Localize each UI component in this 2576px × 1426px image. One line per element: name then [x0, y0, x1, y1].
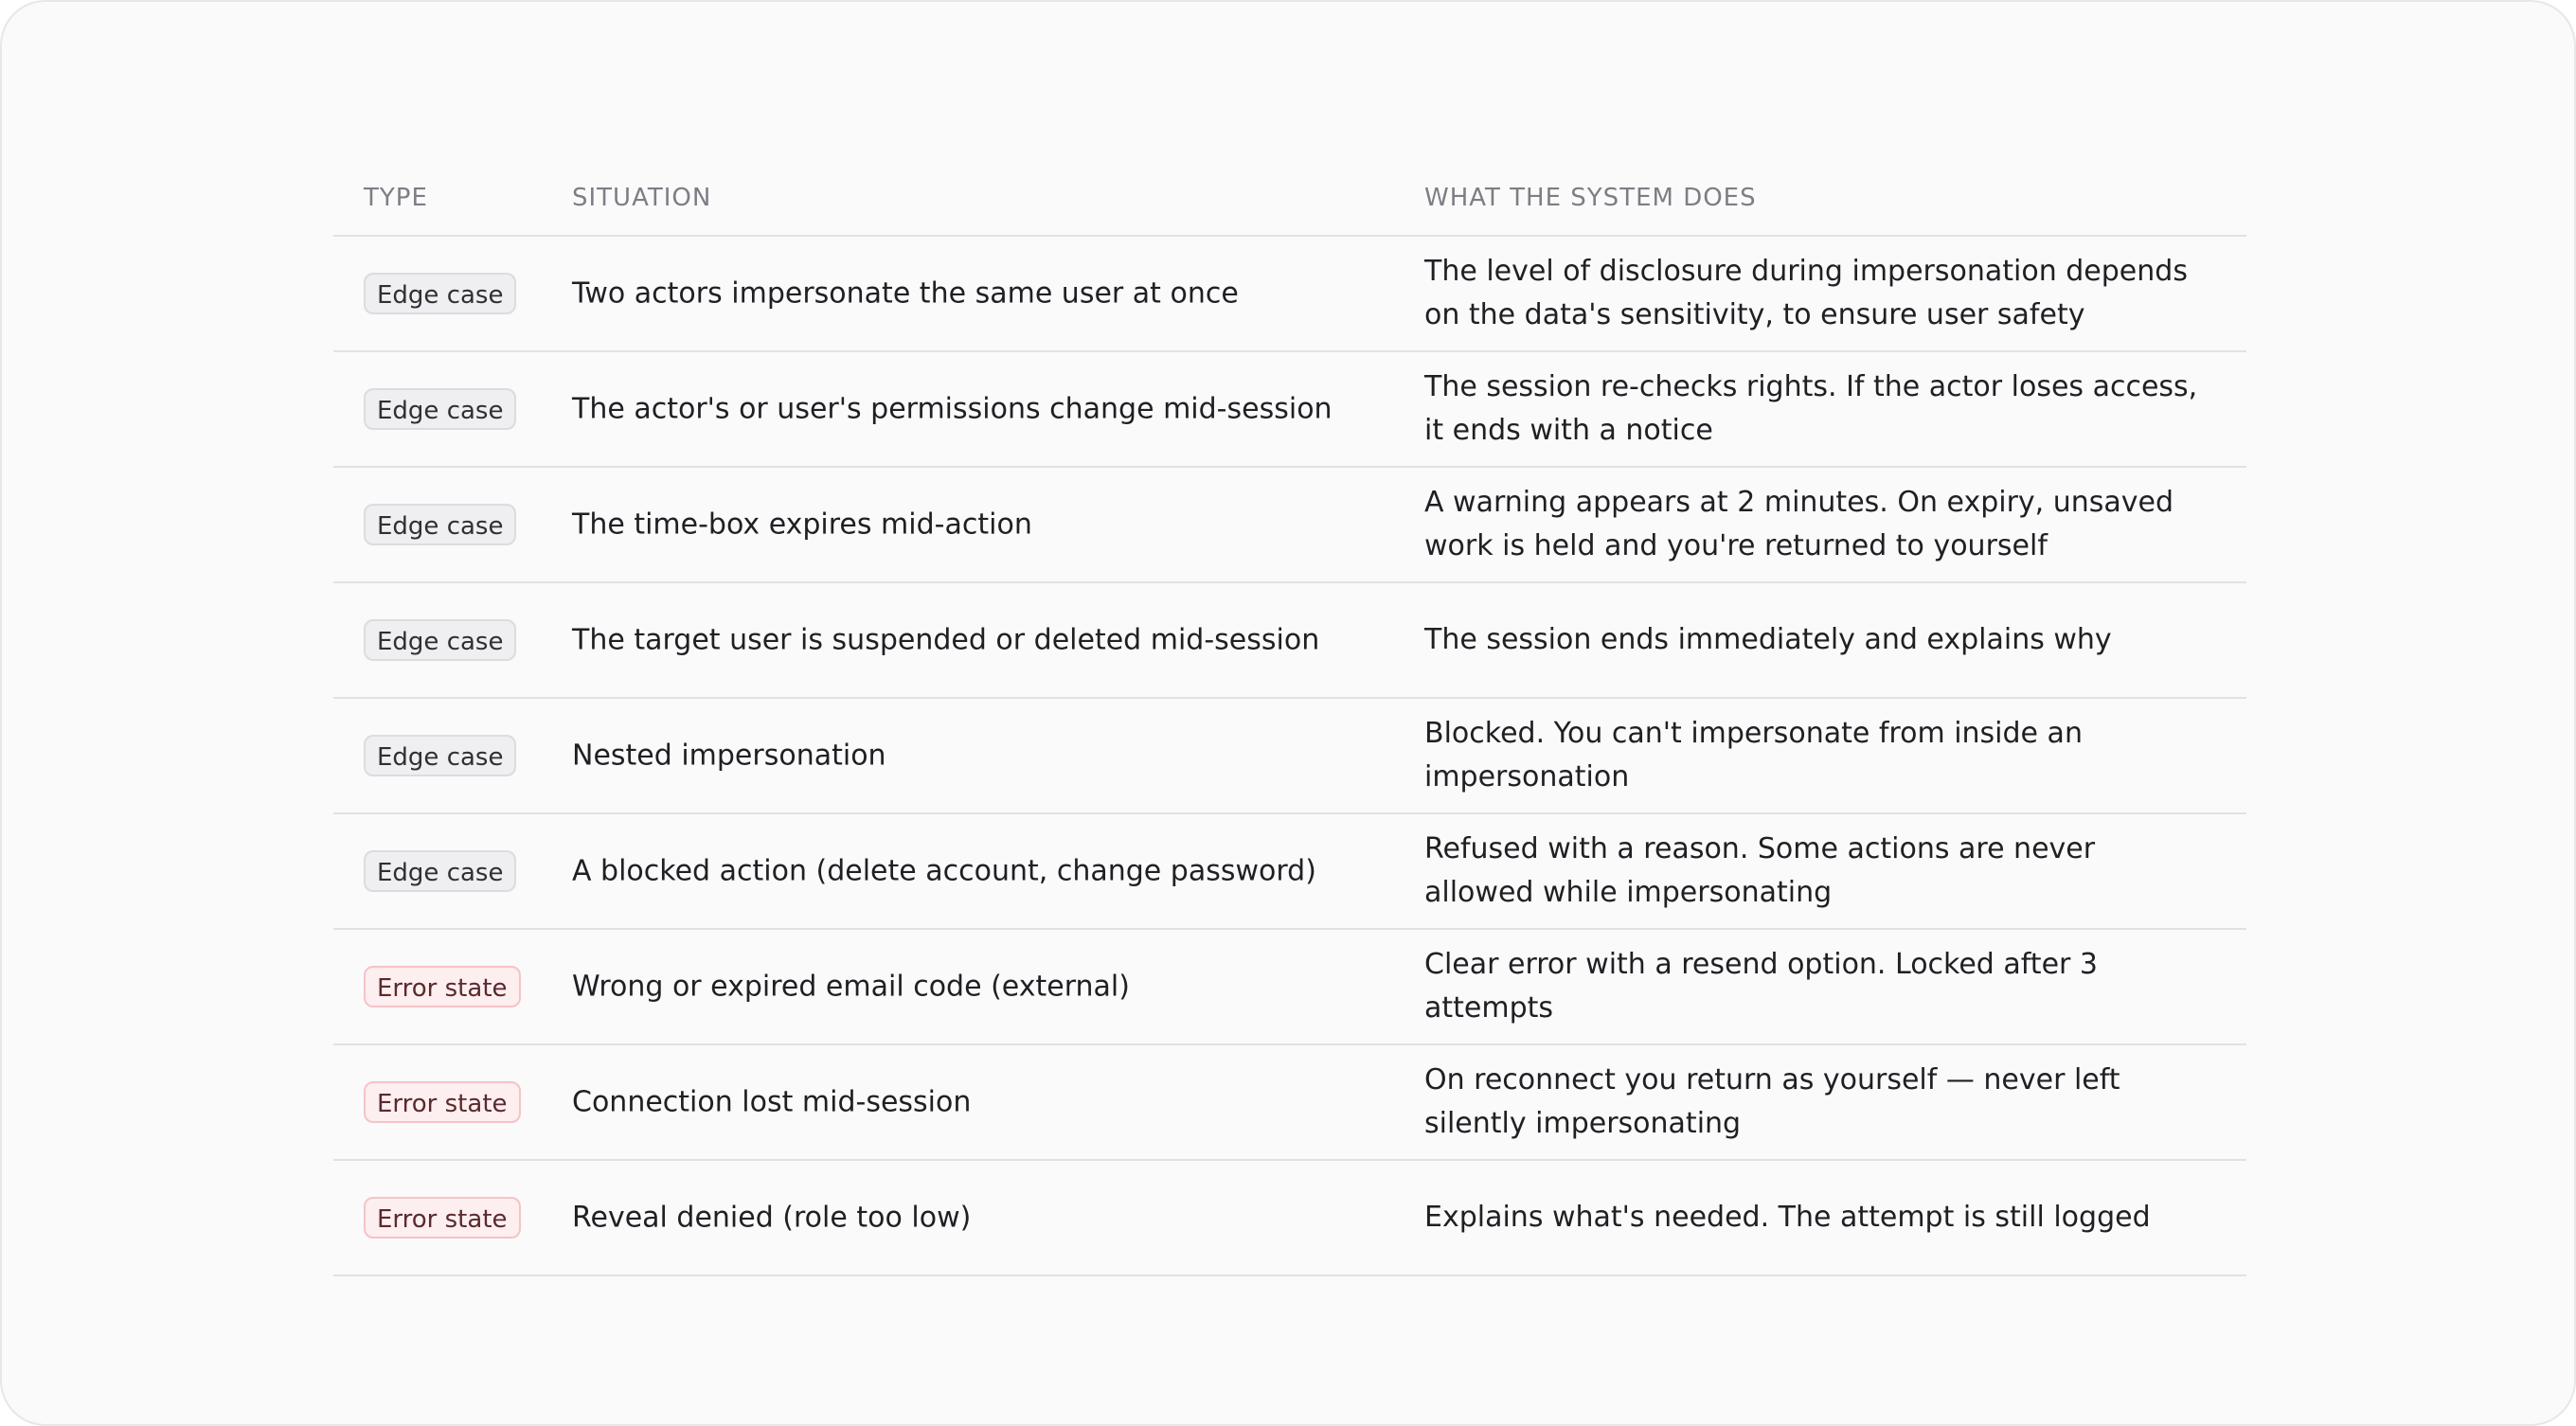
response-cell: A warning appears at 2 minutes. On expiry, unsaved work is held and you're returned to yourself [1424, 486, 2174, 562]
table-row [333, 468, 2246, 583]
table-row [333, 699, 2246, 814]
table-header [333, 159, 2246, 237]
type-badge: Edge case [364, 504, 516, 545]
table-row [333, 1161, 2246, 1276]
table-row [333, 237, 2246, 352]
situation-cell: Wrong or expired email code (external) [572, 970, 1130, 1004]
response-cell: Refused with a reason. Some actions are never allowed while impersonating [1424, 832, 2096, 909]
type-badge: Edge case [364, 273, 516, 314]
situation-cell: The target user is suspended or deleted mid-session [572, 623, 1320, 657]
situation-cell: Reveal denied (role too low) [572, 1201, 972, 1235]
header-situation: SITUATION [572, 184, 712, 212]
table-row [333, 930, 2246, 1045]
response-cell: Blocked. You can't impersonate from inside an impersonation [1424, 717, 2083, 793]
type-badge: Edge case [364, 850, 516, 892]
situation-cell: The actor's or user's permissions change mid-session [572, 392, 1333, 426]
type-badge: Edge case [364, 735, 516, 776]
table-row [333, 814, 2246, 930]
header-type: TYPE [364, 184, 428, 212]
edge-case-table [333, 159, 2246, 1276]
situation-cell: Two actors impersonate the same user at once [572, 276, 1239, 311]
response-cell: The session re-checks rights. If the actor loses access, it ends with a notice [1424, 370, 2198, 447]
table-row [333, 1045, 2246, 1161]
situation-cell: The time-box expires mid-action [572, 508, 1032, 542]
type-badge: Error state [364, 1081, 521, 1123]
table-row [333, 583, 2246, 699]
table-row [333, 352, 2246, 468]
type-badge: Error state [364, 1197, 521, 1239]
type-badge: Edge case [364, 388, 516, 430]
header-response: WHAT THE SYSTEM DOES [1424, 184, 1757, 212]
response-cell: The level of disclosure during impersonation depends on the data's sensitivity, to ensure user safety [1424, 255, 2188, 331]
situation-cell: Nested impersonation [572, 739, 886, 773]
type-badge: Edge case [364, 619, 516, 661]
response-cell: Explains what's needed. The attempt is still logged [1424, 1201, 2151, 1234]
situation-cell: Connection lost mid-session [572, 1085, 972, 1119]
response-cell: Clear error with a resend option. Locked after 3 attempts [1424, 948, 2098, 1025]
response-cell: The session ends immediately and explains why [1424, 623, 2112, 656]
type-badge: Error state [364, 966, 521, 1007]
situation-cell: A blocked action (delete account, change password) [572, 854, 1316, 888]
response-cell: On reconnect you return as yourself — never left silently impersonating [1424, 1063, 2120, 1140]
